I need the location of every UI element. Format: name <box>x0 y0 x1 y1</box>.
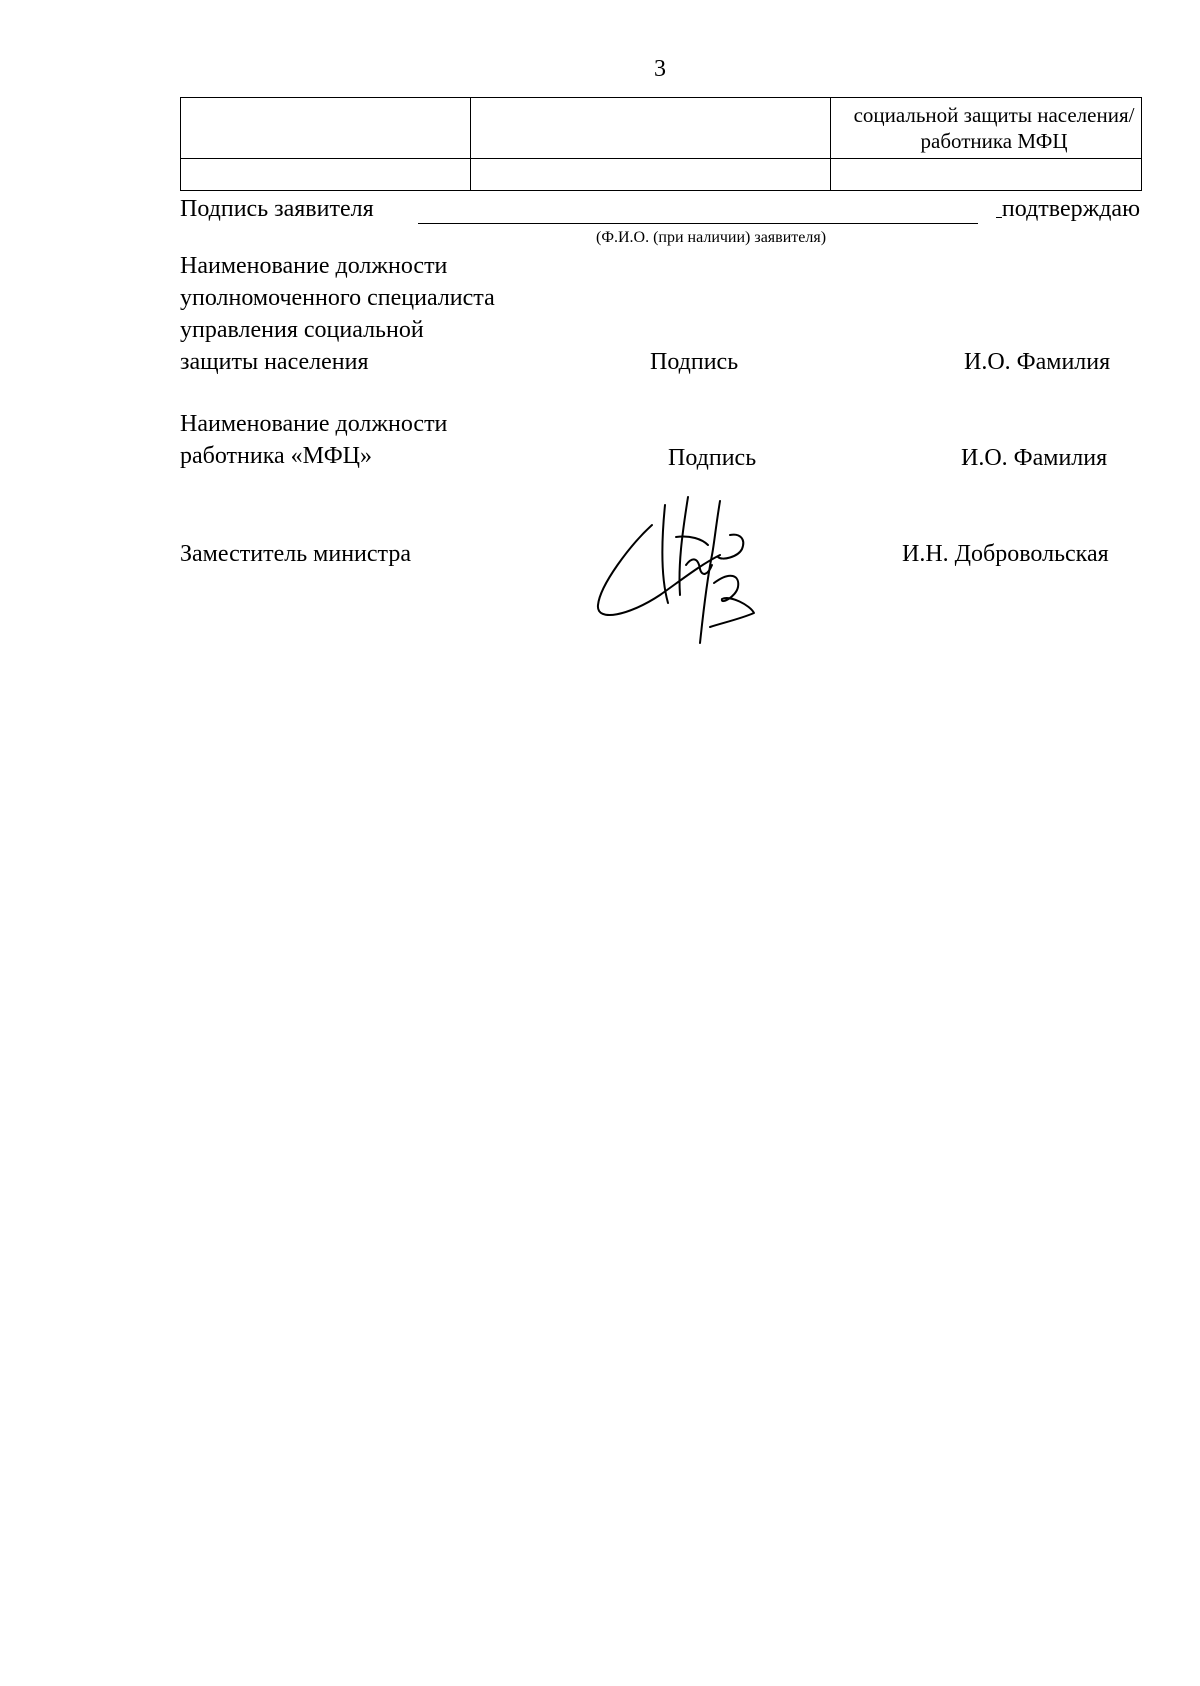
signatory-position <box>180 408 447 472</box>
position-line: работника «МФЦ» <box>180 443 372 469</box>
table-cell <box>831 98 1142 159</box>
page-number: 3 <box>654 56 666 82</box>
signatory-name: И.О. Фамилия <box>961 445 1108 471</box>
table-cell <box>471 159 831 191</box>
table-cell-text: социальной защиты населения/работника МФЦ <box>853 103 1135 153</box>
deputy-position: Заместитель министра <box>180 541 411 567</box>
table-cell <box>181 159 471 191</box>
table-cell <box>181 98 471 159</box>
signature-placeholder: Подпись <box>650 349 739 375</box>
applicant-signature-underline <box>418 223 978 224</box>
signature-placeholder: Подпись <box>668 445 757 471</box>
applicant-signature-label: Подпись заявителя <box>180 196 374 222</box>
table-row <box>181 98 1142 159</box>
position-line: защиты населения <box>180 349 369 375</box>
table-cell <box>471 98 831 159</box>
position-line: Наименование должности <box>180 253 448 279</box>
table-row <box>181 159 1142 191</box>
position-line: Наименование должности <box>180 411 448 437</box>
table-cell <box>831 159 1142 191</box>
signatory-position <box>180 250 495 378</box>
applicant-signature-line <box>180 196 1140 230</box>
signatory-name: И.О. Фамилия <box>964 349 1111 375</box>
handwritten-signature <box>590 495 770 645</box>
applicant-name-hint: (Ф.И.О. (при наличии) заявителя) <box>596 229 827 246</box>
signatory-mfc-worker <box>180 408 1140 474</box>
confirm-label: подтверждаю <box>1001 196 1140 222</box>
deputy-name: И.Н. Добровольская <box>902 541 1109 567</box>
registration-table <box>180 97 1142 191</box>
position-line: управления социальной <box>180 317 424 343</box>
signatory-specialist <box>180 250 1140 380</box>
position-line: уполномоченного специалиста <box>180 285 495 311</box>
